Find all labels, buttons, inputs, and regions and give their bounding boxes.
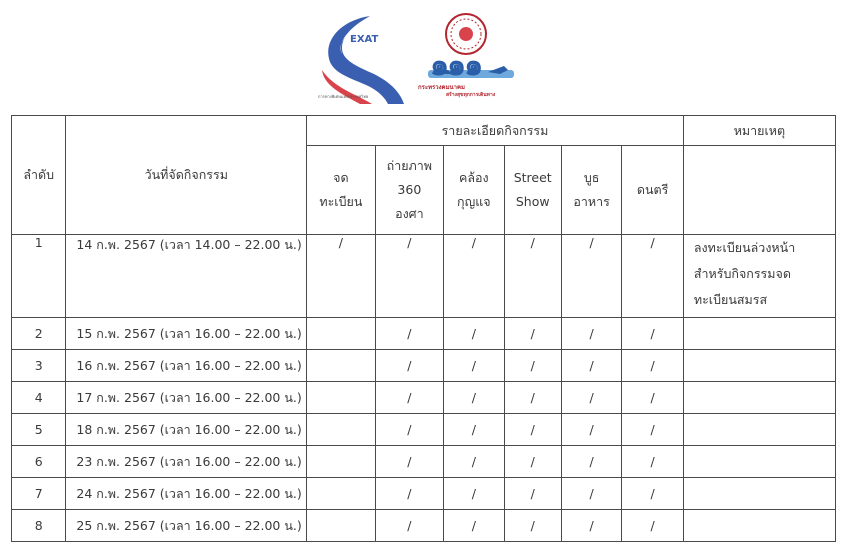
exat-logo-subtitle: การทางพิเศษแห่งประเทศไทย (318, 94, 369, 99)
header-activity-line: บูธ (583, 170, 600, 185)
activity-mark: / (444, 350, 504, 382)
row-remark (683, 235, 835, 318)
activity-mark: / (622, 350, 684, 382)
table-row (12, 478, 836, 510)
activity-mark: / (504, 414, 561, 446)
row-date: 15 ก.พ. 2567 (เวลา 16.00 – 22.00 น.) (66, 318, 307, 350)
exat-logo-text: EXAT (350, 34, 379, 45)
activity-mark: / (375, 414, 443, 446)
row-remark (683, 478, 835, 510)
row-remark (683, 446, 835, 478)
row-number: 6 (12, 446, 66, 478)
header-remarks: หมายเหตุ (683, 116, 835, 146)
table-row (12, 235, 836, 318)
activity-mark: / (307, 235, 375, 318)
header-date: วันที่จัดกิจกรรม (66, 116, 307, 235)
activity-mark: / (504, 350, 561, 382)
table-body (12, 235, 836, 542)
remark-line: สำหรับกิจกรรมจด (693, 266, 791, 281)
activity-mark: / (622, 235, 684, 318)
header-activity-line: จด (333, 170, 349, 185)
header-activity-line: คล้อง (458, 170, 489, 185)
activity-mark (307, 350, 375, 382)
activity-mark (307, 414, 375, 446)
activity-mark: / (622, 446, 684, 478)
ministry-name: กระทรวงคมนาคม (418, 84, 465, 91)
table-row (12, 446, 836, 478)
activity-mark: / (375, 382, 443, 414)
activity-mark: / (375, 478, 443, 510)
activity-mark: / (375, 350, 443, 382)
logos-header (0, 0, 850, 112)
row-date: 18 ก.พ. 2567 (เวลา 16.00 – 22.00 น.) (66, 414, 307, 446)
remark-line: ทะเบียนสมรส (693, 292, 768, 307)
activity-mark: / (561, 350, 621, 382)
remark-line: ลงทะเบียนล่วงหน้า (693, 240, 796, 255)
header-activity-3 (504, 146, 561, 235)
activity-mark: / (561, 510, 621, 542)
header-activity-line: กุญแจ (457, 194, 491, 209)
activity-mark: / (375, 235, 443, 318)
exat-logo (312, 10, 408, 106)
activity-mark: / (375, 510, 443, 542)
row-number: 7 (12, 478, 66, 510)
header-activity-line: ถ่ายภาพ (386, 158, 433, 173)
header-activity-0 (307, 146, 375, 235)
row-number: 1 (12, 235, 66, 318)
row-date: 14 ก.พ. 2567 (เวลา 14.00 – 22.00 น.) (66, 235, 307, 318)
row-date: 23 ก.พ. 2567 (เวลา 16.00 – 22.00 น.) (66, 446, 307, 478)
activity-schedule-table (11, 115, 836, 542)
header-activity-2 (444, 146, 504, 235)
row-date: 24 ก.พ. 2567 (เวลา 16.00 – 22.00 น.) (66, 478, 307, 510)
row-remark (683, 382, 835, 414)
activity-mark: / (622, 414, 684, 446)
activity-mark: / (561, 318, 621, 350)
activity-mark: / (444, 478, 504, 510)
header-activity-line: Street (513, 170, 552, 185)
table-row (12, 510, 836, 542)
row-date: 16 ก.พ. 2567 (เวลา 16.00 – 22.00 น.) (66, 350, 307, 382)
ministry-slogan: สร้างสุขทุกการเดินทาง (446, 92, 496, 98)
activity-mark: / (444, 510, 504, 542)
header-activity-line: Show (515, 194, 550, 209)
activity-mark: / (444, 446, 504, 478)
header-remarks-blank (683, 146, 835, 235)
row-remark (683, 318, 835, 350)
activity-mark: / (561, 478, 621, 510)
activity-mark: / (561, 235, 621, 318)
activity-mark: / (504, 235, 561, 318)
row-number: 4 (12, 382, 66, 414)
header-activity-1 (375, 146, 443, 235)
activity-mark (307, 478, 375, 510)
activity-mark: / (444, 235, 504, 318)
header-activity-line: ทะเบียน (319, 194, 363, 209)
activity-mark: / (444, 318, 504, 350)
row-number: 5 (12, 414, 66, 446)
activity-mark: / (622, 478, 684, 510)
activity-mark: / (622, 510, 684, 542)
row-date: 25 ก.พ. 2567 (เวลา 16.00 – 22.00 น.) (66, 510, 307, 542)
row-date: 17 ก.พ. 2567 (เวลา 16.00 – 22.00 น.) (66, 382, 307, 414)
table-row (12, 350, 836, 382)
activity-mark: / (561, 382, 621, 414)
header-activity-line: 360 (397, 182, 422, 197)
header-activity-line: อาหาร (573, 194, 610, 209)
activity-mark: / (504, 510, 561, 542)
row-number: 3 (12, 350, 66, 382)
row-remark (683, 414, 835, 446)
activity-mark: / (375, 446, 443, 478)
activity-mark: / (444, 414, 504, 446)
ministry-emblem-number: ๑๑๑ (430, 48, 482, 83)
activity-mark (307, 318, 375, 350)
header-row-1 (12, 116, 836, 146)
activity-mark: / (622, 382, 684, 414)
header-activity-line: ดนตรี (636, 182, 669, 197)
activity-mark (307, 382, 375, 414)
activity-mark: / (622, 318, 684, 350)
header-activity-4 (561, 146, 621, 235)
row-number: 2 (12, 318, 66, 350)
activity-mark: / (561, 414, 621, 446)
row-remark (683, 350, 835, 382)
activity-mark: / (504, 446, 561, 478)
table-row (12, 414, 836, 446)
activity-mark: / (504, 478, 561, 510)
activity-mark: / (504, 318, 561, 350)
row-remark (683, 510, 835, 542)
table-row (12, 318, 836, 350)
row-number: 8 (12, 510, 66, 542)
activity-mark: / (504, 382, 561, 414)
activity-mark: / (444, 382, 504, 414)
activity-mark: / (561, 446, 621, 478)
header-activity-5 (622, 146, 684, 235)
activity-mark (307, 510, 375, 542)
header-details: รายละเอียดกิจกรรม (307, 116, 684, 146)
header-activity-line: องศา (395, 206, 424, 221)
header-order: ลำดับ (12, 116, 66, 235)
activity-mark (307, 446, 375, 478)
table-row (12, 382, 836, 414)
activity-mark: / (375, 318, 443, 350)
